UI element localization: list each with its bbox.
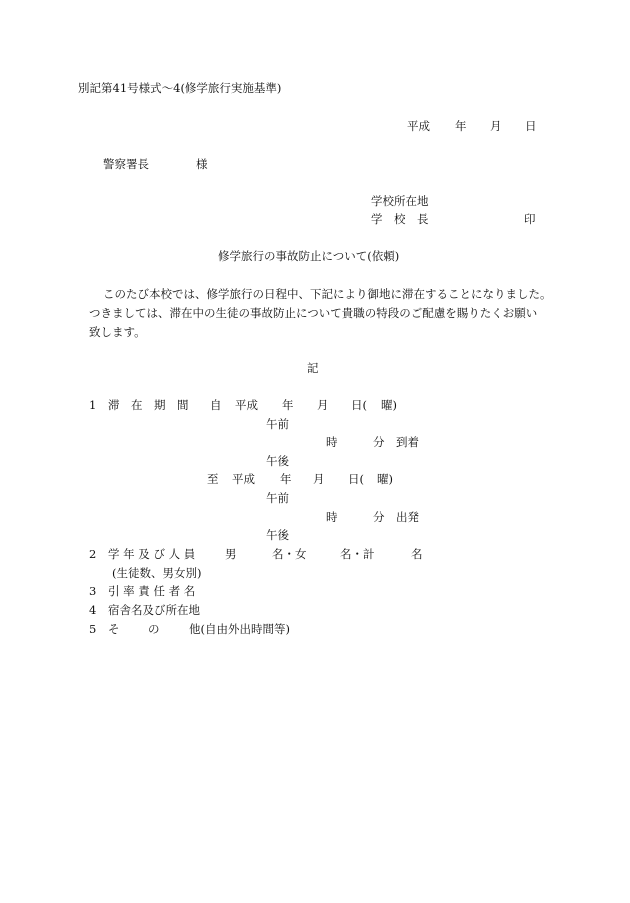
item-1-from-day: 日(	[351, 398, 367, 412]
item-1-depart-am: 午前	[266, 491, 289, 505]
item-5-label-3: 他(自由外出時間等)	[189, 622, 290, 636]
sender-seal: 印	[524, 212, 536, 226]
subject: 修学旅行の事故防止について(依頼)	[218, 249, 400, 263]
item-1-arrive-pm: 午後	[266, 454, 289, 468]
item-2-num: 2	[89, 547, 97, 561]
item-1-to-year: 年	[280, 472, 292, 486]
addressee-honorific: 様	[196, 157, 208, 171]
sender-address-label: 学校所在地	[371, 194, 429, 208]
item-1-to-weekday: 曜)	[377, 472, 393, 486]
item-1-depart-hour: 時	[326, 510, 338, 524]
item-1-from-month: 月	[317, 398, 329, 412]
item-1-arrive-hour: 時	[326, 435, 338, 449]
addressee-title: 警察署長	[103, 157, 149, 171]
date-day: 日	[525, 119, 537, 133]
item-1-depart-pm: 午後	[266, 528, 289, 542]
item-1-arrive-minute: 分	[373, 435, 385, 449]
item-1-to-month: 月	[313, 472, 325, 486]
item-1-arrive-status: 到着	[396, 435, 419, 449]
item-2-note: (生徒数、男女別)	[112, 566, 202, 580]
item-1-to-day: 日(	[348, 472, 364, 486]
item-2-end: 名	[411, 547, 423, 561]
item-1-from-weekday: 曜)	[381, 398, 397, 412]
item-1-from-era: 平成	[235, 398, 258, 412]
sender-principal-label: 学 校 長	[371, 212, 429, 226]
item-4-num: 4	[89, 603, 97, 617]
item-1-num: 1	[89, 398, 97, 412]
item-4-label: 宿舎名及び所在地	[108, 603, 200, 617]
item-1-to: 至	[207, 472, 219, 486]
body-line-2: つきましては、滞在中の生徒の事故防止について貴職の特段のご配慮を賜りたくお願い	[89, 306, 538, 320]
item-5-label-2: の	[148, 622, 160, 636]
form-id: 別記第41号様式〜4(修学旅行実施基準)	[78, 81, 282, 95]
item-1-from: 自	[210, 398, 222, 412]
item-1-from-year: 年	[282, 398, 294, 412]
item-3-num: 3	[89, 584, 97, 598]
date-month: 月	[490, 119, 502, 133]
ki-heading: 記	[307, 361, 319, 375]
body-line-3: 致します。	[89, 325, 146, 339]
item-2-mid: 名・女	[272, 547, 307, 561]
item-2-male: 男	[225, 547, 237, 561]
item-5-num: 5	[89, 622, 97, 636]
item-1-to-era: 平成	[232, 472, 255, 486]
item-1-label: 滞 在 期 間	[108, 398, 189, 412]
item-5-label-1: そ	[108, 622, 120, 636]
date-era: 平成	[407, 119, 430, 133]
item-2-total: 名・計	[340, 547, 375, 561]
item-1-depart-status: 出発	[396, 510, 419, 524]
body-line-1: このたび本校では、修学旅行の日程中、下記により御地に滞在することになりました。	[103, 287, 552, 301]
item-1-depart-minute: 分	[373, 510, 385, 524]
item-1-arrive-am: 午前	[266, 417, 289, 431]
item-2-label: 学 年 及 び 人 員	[108, 547, 196, 561]
date-year: 年	[455, 119, 467, 133]
item-3-label: 引 率 責 任 者 名	[108, 584, 196, 598]
